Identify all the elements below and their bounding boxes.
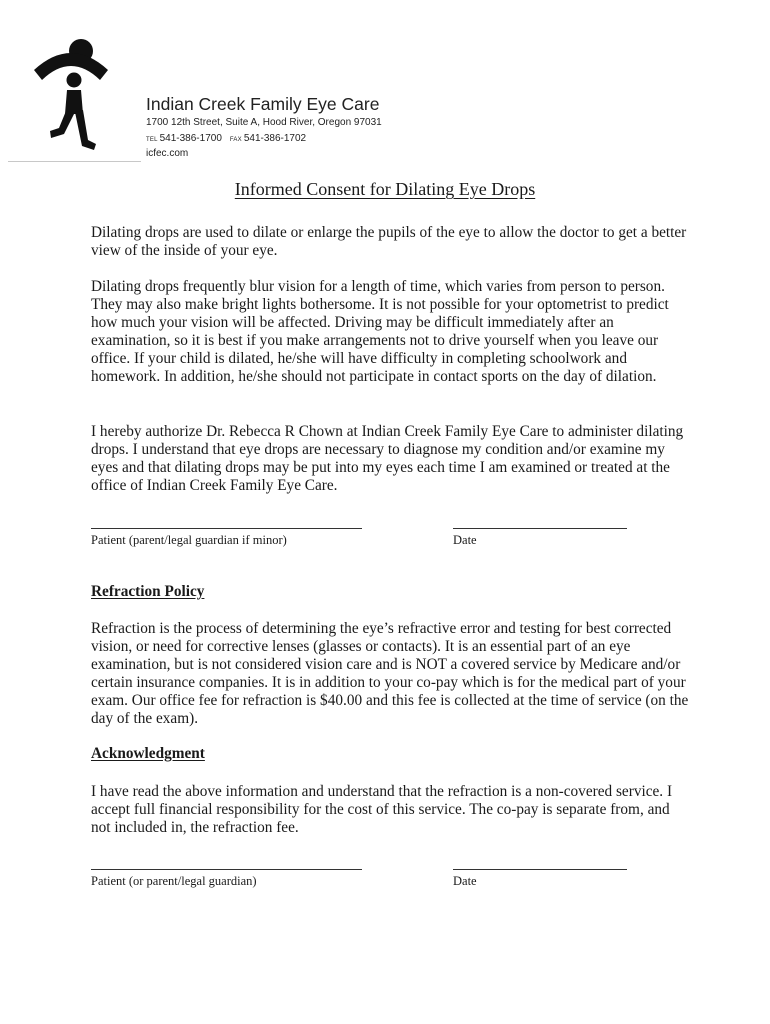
patient-signature-label-1: Patient (parent/legal guardian if minor) (91, 533, 287, 547)
eye-figure-logo (30, 34, 112, 158)
header-divider (8, 161, 141, 162)
paragraph-authorization: I hereby authorize Dr. Rebecca R Chown at Indian Creek Family Eye Care to administer dilating drops. I understand that eye drops are necessary to diagnose my condition and/or examine my eyes and that dilating drops may be put into my eyes each time I am examined or treated at the office of Indian Creek Family Eye Care. (91, 423, 684, 495)
logo-left-leg (50, 111, 74, 138)
patient-signature-line-1[interactable] (91, 528, 362, 529)
logo-body (65, 90, 83, 114)
patient-signature-line-2[interactable] (91, 869, 362, 870)
patient-signature-label-2: Patient (or parent/legal guardian) (91, 874, 257, 888)
paragraph-dilating-effects: Dilating drops frequently blur vision for a length of time, which varies from person to person. They may also make bright lights bothersome. It is not possible for your optometrist to predict how much your vision will be affected. Driving may be difficult immediately after an examination, so it is best if you make arrangements not to drive yourself when you leave our office. If your child is dilated, he/she will have difficulty in completing schoolwork and homework. In addition, he/she should not participate in contact sports on the day of dilation. (91, 278, 669, 386)
date-label-2: Date (453, 874, 477, 888)
document-title: Informed Consent for Dilating Eye Drops (234, 179, 536, 199)
refraction-policy-heading: Refraction Policy (91, 583, 205, 600)
org-address: 1700 12th Street, Suite A, Hood River, Oregon 97031 (146, 117, 382, 128)
org-website: icfec.com (146, 148, 189, 159)
tel-label: TEL (146, 137, 158, 143)
logo-right-leg (75, 110, 96, 150)
paragraph-dilating-purpose: Dilating drops are used to dilate or enlarge the pupils of the eye to allow the doctor to get a better view of the inside of your eye. (91, 224, 687, 260)
org-phone-line (146, 133, 306, 144)
org-name: Indian Creek Family Eye Care (146, 94, 380, 114)
date-label-1: Date (453, 533, 477, 547)
fax-number: 541-386-1702 (243, 133, 307, 144)
acknowledgment-heading: Acknowledgment (91, 745, 205, 762)
paragraph-refraction-policy: Refraction is the process of determining the eye’s refractive error and testing for best corrected vision, or need for corrective lenses (glasses or contacts). It is an essential part of an eye examination, but is not considered vision care and is NOT a covered service by Medicare and/or certain insurance companies. It is in addition to your co-pay which is for the medical part of your exam. Our office fee for refraction is $40.00 and this fee is collected at the time of service (on the day of the exam). (91, 620, 689, 728)
paragraph-acknowledgment: I have read the above information and understand that the refraction is a non-covered service. I accept full financial responsibility for the cost of this service. The co-pay is separate from, and not included in, the refraction fee. (91, 783, 673, 837)
date-line-2[interactable] (453, 869, 627, 870)
date-line-1[interactable] (453, 528, 627, 529)
tel-number: 541-386-1700 (159, 133, 222, 144)
fax-label: FAX (229, 137, 242, 143)
logo-pupil (67, 73, 82, 88)
